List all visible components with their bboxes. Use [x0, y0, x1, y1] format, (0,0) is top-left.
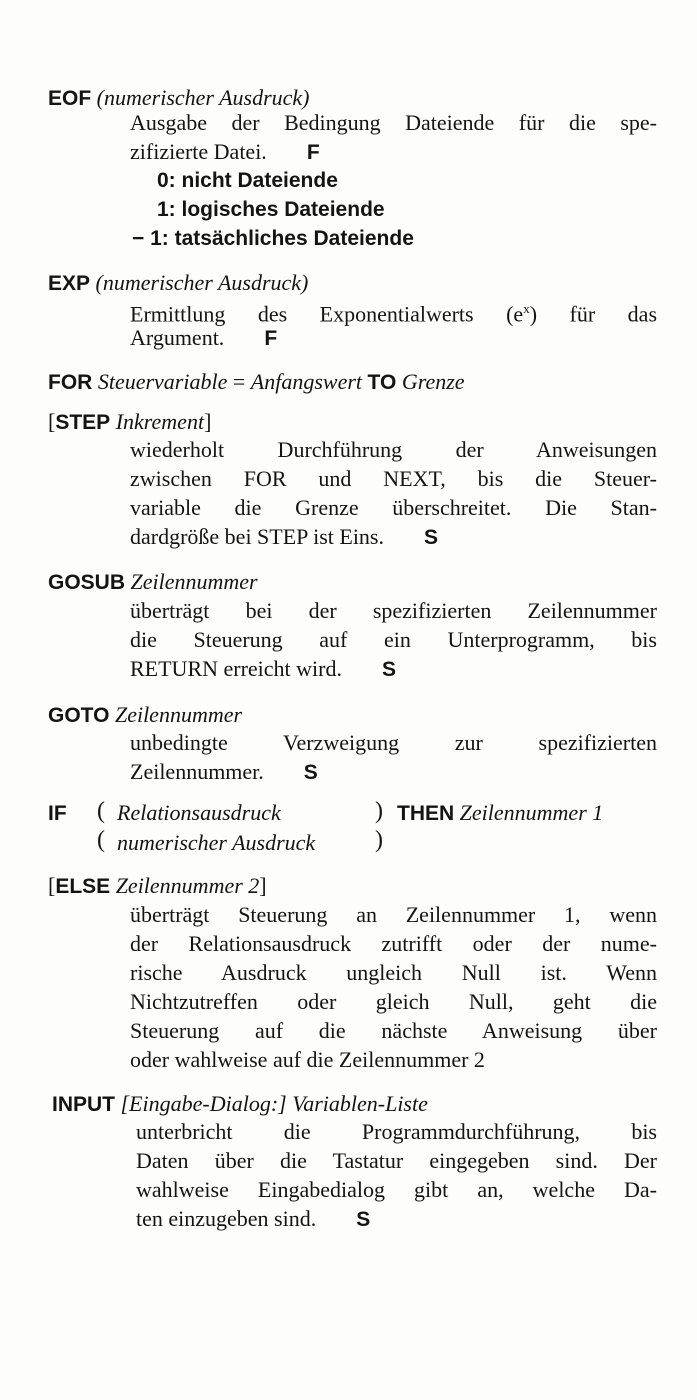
eof-flag: F	[306, 141, 320, 164]
if-desc-5: Steuerung auf die nächste Anweisung über	[130, 1018, 657, 1043]
input-heading	[52, 1089, 428, 1119]
eof-desc-1: Ausgabe der Bedingung Dateiende für die spe-	[130, 110, 657, 135]
exp-desc-1b: ) für das	[529, 301, 658, 327]
for-start: Anfangswert	[250, 369, 363, 394]
goto-keyword: GOTO	[48, 704, 110, 727]
if-desc-3: rische Ausdruck ungleich Null ist. Wenn	[130, 960, 657, 985]
input-desc-4	[136, 1204, 663, 1234]
if-else-keyword: ELSE	[55, 875, 111, 898]
exp-desc-2	[130, 323, 657, 353]
input-keyword: INPUT	[52, 1093, 115, 1116]
input-desc-3: wahlweise Eingabedialog gibt an, welche Da-	[136, 1177, 657, 1202]
input-desc-1: unterbricht die Programmdurchführung, bis	[136, 1119, 657, 1144]
eof-keyword: EOF	[48, 87, 92, 110]
gosub-desc-2: die Steuerung auf ein Unterprogramm, bis	[130, 627, 657, 652]
for-step-keyword: STEP	[55, 411, 111, 434]
input-args: [Eingabe-Dialog:] Variablen-Liste	[120, 1091, 428, 1116]
exp-desc-sup: x	[523, 301, 530, 316]
if-keyword-line	[48, 798, 67, 828]
for-desc-4	[130, 522, 657, 552]
if-option-2: numerischer Ausdruck	[117, 830, 316, 855]
for-step-open: [	[48, 409, 56, 434]
gosub-keyword: GOSUB	[48, 571, 126, 594]
if-else-arg: Zeilennummer 2	[115, 873, 260, 898]
goto-heading	[48, 700, 242, 730]
exp-keyword: EXP	[48, 272, 91, 295]
if-left-brace-bottom: (	[97, 827, 105, 853]
eof-desc-2	[130, 137, 657, 167]
for-step-close: ]	[204, 409, 212, 434]
goto-flag: S	[303, 761, 318, 784]
gosub-args: Zeilennummer	[130, 569, 258, 594]
if-right-brace-top: )	[375, 798, 383, 824]
goto-desc-1: unbedingte Verzweigung zur spezifizierten	[130, 730, 657, 755]
for-desc-1: wiederholt Durchführung der Anweisungen	[130, 437, 657, 462]
eof-value-0: 0: nicht Dateiende	[157, 169, 338, 192]
input-desc-4-text: ten einzugeben sind.	[136, 1206, 317, 1231]
gosub-desc-3-text: RETURN erreicht wird.	[130, 656, 342, 681]
if-then-arg: Zeilennummer 1	[459, 800, 604, 825]
exp-desc-2-text: Argument.	[130, 325, 225, 350]
if-left-brace-top: (	[97, 798, 105, 824]
eof-value-1: 1: logisches Dateiende	[157, 198, 385, 221]
for-desc-4-text: dardgröße bei STEP ist Eins.	[130, 524, 384, 549]
if-desc-6: oder wahlweise auf die Zeilennummer 2	[130, 1047, 485, 1072]
goto-args: Zeilennummer	[114, 702, 243, 727]
gosub-flag: S	[382, 658, 397, 681]
if-option-1: Relationsausdruck	[117, 800, 281, 825]
eof-value-neg1: − 1: tatsächliches Dateiende	[132, 227, 414, 250]
if-then-keyword: THEN	[397, 802, 455, 825]
input-flag: S	[356, 1208, 371, 1231]
for-step-arg: Inkrement	[115, 409, 205, 434]
for-desc-2: zwischen FOR und NEXT, bis die Steuer-	[130, 466, 657, 491]
for-flag: S	[424, 526, 439, 549]
gosub-heading	[48, 567, 258, 597]
exp-args: (numerischer Ausdruck)	[95, 270, 309, 295]
for-to: TO	[367, 371, 397, 394]
if-desc-1: überträgt Steuerung an Zeilennummer 1, wenn	[130, 902, 657, 927]
if-else-line	[48, 871, 267, 901]
if-desc-4: Nichtzutreffen oder gleich Null, geht die	[130, 989, 657, 1014]
eof-args: (numerischer Ausdruck)	[96, 85, 310, 110]
input-desc-2: Daten über die Tastatur eingegeben sind. Der	[136, 1148, 657, 1173]
for-step-line	[48, 407, 211, 437]
if-else-close: ]	[259, 873, 267, 898]
for-eq: =	[232, 369, 246, 394]
exp-desc-1a: Ermittlung des Exponentialwerts (e	[130, 301, 524, 327]
for-limit: Grenze	[401, 369, 465, 394]
if-desc-2: der Relationsausdruck zutrifft oder der nume-	[130, 931, 657, 956]
if-keyword: IF	[48, 802, 67, 825]
for-heading	[48, 367, 465, 397]
goto-desc-2	[130, 757, 657, 787]
for-keyword: FOR	[48, 371, 93, 394]
gosub-desc-3	[130, 654, 657, 684]
if-else-open: [	[48, 873, 56, 898]
goto-desc-2-text: Zeilennummer.	[130, 759, 264, 784]
if-right-brace-bottom: )	[375, 827, 383, 853]
exp-flag: F	[264, 327, 278, 350]
for-var: Steuervariable	[97, 369, 228, 394]
for-desc-3: variable die Grenze überschreitet. Die Stan-	[130, 495, 657, 520]
gosub-desc-1: überträgt bei der spezifizierten Zeilennummer	[130, 598, 657, 623]
eof-desc-2-text: zifizierte Datei.	[130, 139, 267, 164]
if-then-line	[397, 798, 603, 828]
